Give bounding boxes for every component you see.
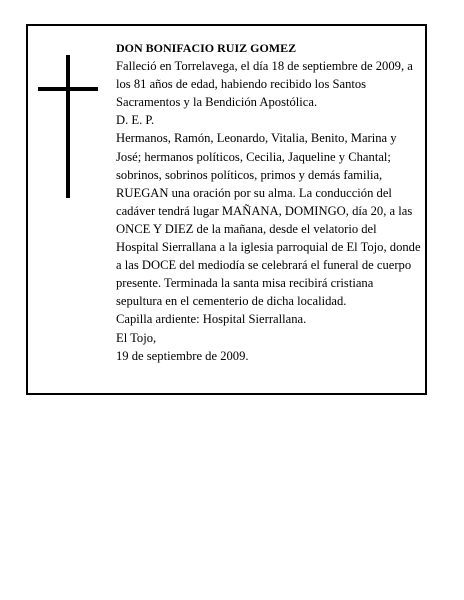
notice-text — [116, 39, 421, 365]
obituary-notice — [26, 24, 427, 395]
rip-line: D. E. P. — [116, 113, 155, 128]
chapel-info: Capilla ardiente: Hospital Sierrallana. — [116, 312, 307, 327]
cross-vertical-bar — [66, 55, 70, 198]
deceased-name: DON BONIFACIO RUIZ GOMEZ — [116, 41, 297, 55]
family-list: Hermanos, Ramón, Leonardo, Vitalia, Benito, Marina y José; hermanos políticos, Cecilia, Jaqueline y Chantal; sobrinos, sobrinos políticos, primos y demás familia, — [116, 131, 397, 182]
cross-horizontal-bar — [38, 87, 98, 91]
funeral-request: RUEGAN una oración por su alma. La conducción del cadáver tendrá lugar MAÑANA, DOMINGO, día 20, a las ONCE Y DIEZ de la mañana, desde el velatorio del Hospital Sierrallana a la iglesia parroquial de El Tojo, donde a las DOCE del mediodía se celebrará el funeral de cuerpo presente. Terminada la santa misa recibirá cristiana sepultura en el cementerio de dicha localidad. — [116, 185, 421, 309]
date-line: 19 de septiembre de 2009. — [116, 348, 249, 363]
place-line: El Tojo, — [116, 330, 157, 345]
cross-icon — [38, 55, 98, 198]
death-statement: Falleció en Torrelavega, el día 18 de septiembre de 2009, a los 81 años de edad, habiendo recibido los Santos Sacramentos y la Bendición Apostólica. — [116, 59, 413, 110]
